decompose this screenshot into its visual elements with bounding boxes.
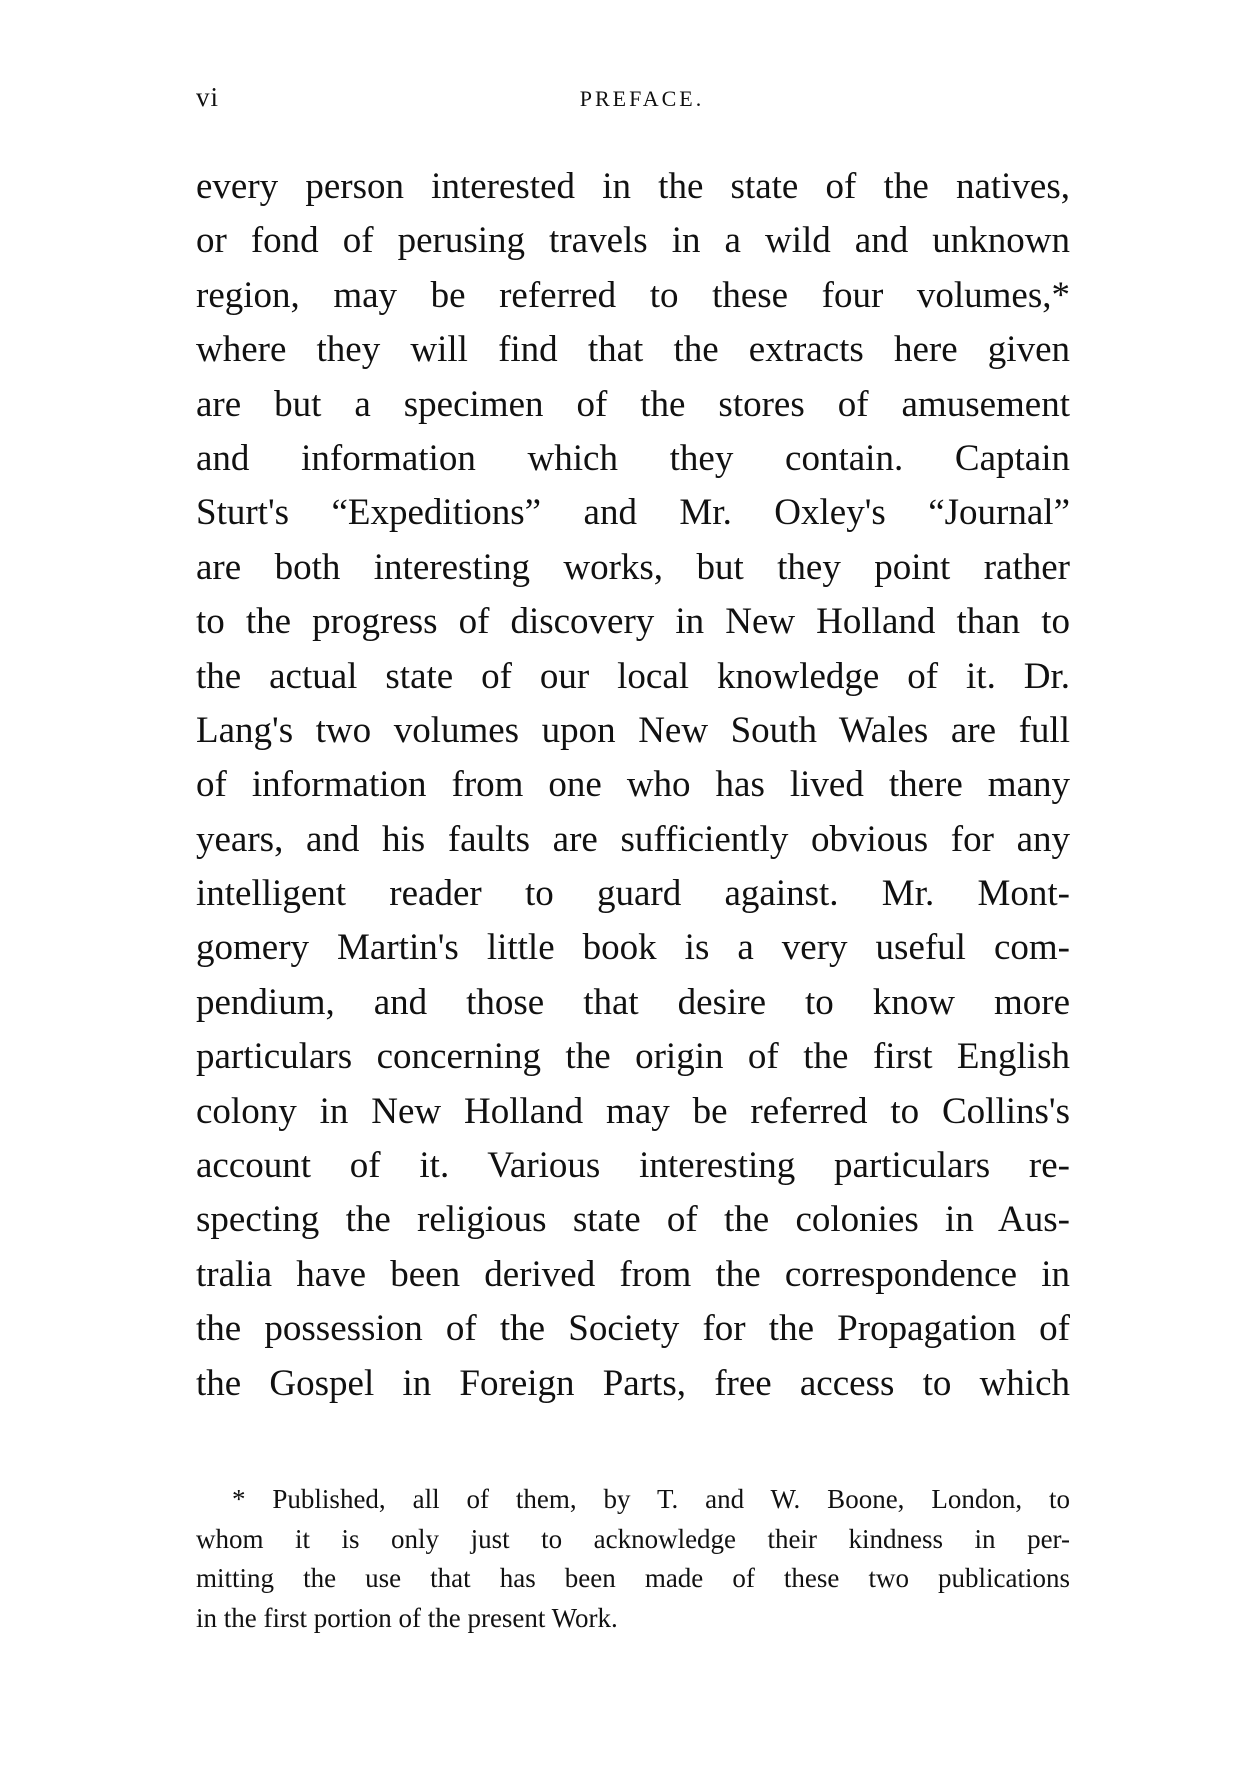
text-line: colony in New Holland may be referred to Collins's (196, 1090, 1070, 1132)
text-line: Sturt's “Expeditions” and Mr. Oxley's “Journal” (196, 492, 1070, 534)
text-line: are but a specimen of the stores of amusement (196, 383, 1070, 425)
body-text (196, 160, 1070, 1411)
text-line: to the progress of discovery in New Holland than to (196, 601, 1070, 643)
text-line: account of it. Various interesting particulars re- (196, 1145, 1070, 1187)
text-line: the actual state of our local knowledge of it. Dr. (196, 655, 1070, 697)
text-line: of information from one who has lived there many (196, 764, 1070, 806)
text-line: the Gospel in Foreign Parts, free access to which (196, 1362, 1070, 1404)
text-line: are both interesting works, but they point rather (196, 546, 1070, 588)
text-line: and information which they contain. Captain (196, 437, 1070, 479)
footnote-line: in the first portion of the present Work. (196, 1602, 618, 1633)
text-line: intelligent reader to guard against. Mr. Mont- (196, 873, 1070, 915)
text-line: pendium, and those that desire to know more (196, 981, 1070, 1023)
footnote-line: mitting the use that has been made of these two publications (196, 1563, 1070, 1593)
text-line: particulars concerning the origin of the first English (196, 1036, 1070, 1078)
page-header-title: PREFACE. (579, 86, 705, 111)
text-line: Lang's two volumes upon New South Wales are full (196, 709, 1070, 751)
footnote-line: * Published, all of them, by T. and W. Boone, London, to (232, 1484, 1070, 1514)
page-number: vi (196, 82, 220, 112)
text-line: where they will find that the extracts here given (196, 329, 1070, 371)
text-line: gomery Martin's little book is a very useful com- (196, 927, 1070, 969)
text-line: or fond of perusing travels in a wild and unknown (196, 220, 1070, 262)
running-head (196, 82, 1070, 122)
text-line: tralia have been derived from the correspondence in (196, 1253, 1070, 1295)
footnote-line: whom it is only just to acknowledge their kindness in per- (196, 1523, 1070, 1554)
text-line: specting the religious state of the colonies in Aus- (196, 1199, 1070, 1241)
text-line: every person interested in the state of the natives, (196, 166, 1070, 207)
text-line: the possession of the Society for the Propagation of (196, 1308, 1070, 1350)
text-line: years, and his faults are sufficiently obvious for any (196, 818, 1070, 860)
text-line: region, may be referred to these four volumes,* (196, 274, 1070, 316)
footnote (196, 1480, 1070, 1638)
